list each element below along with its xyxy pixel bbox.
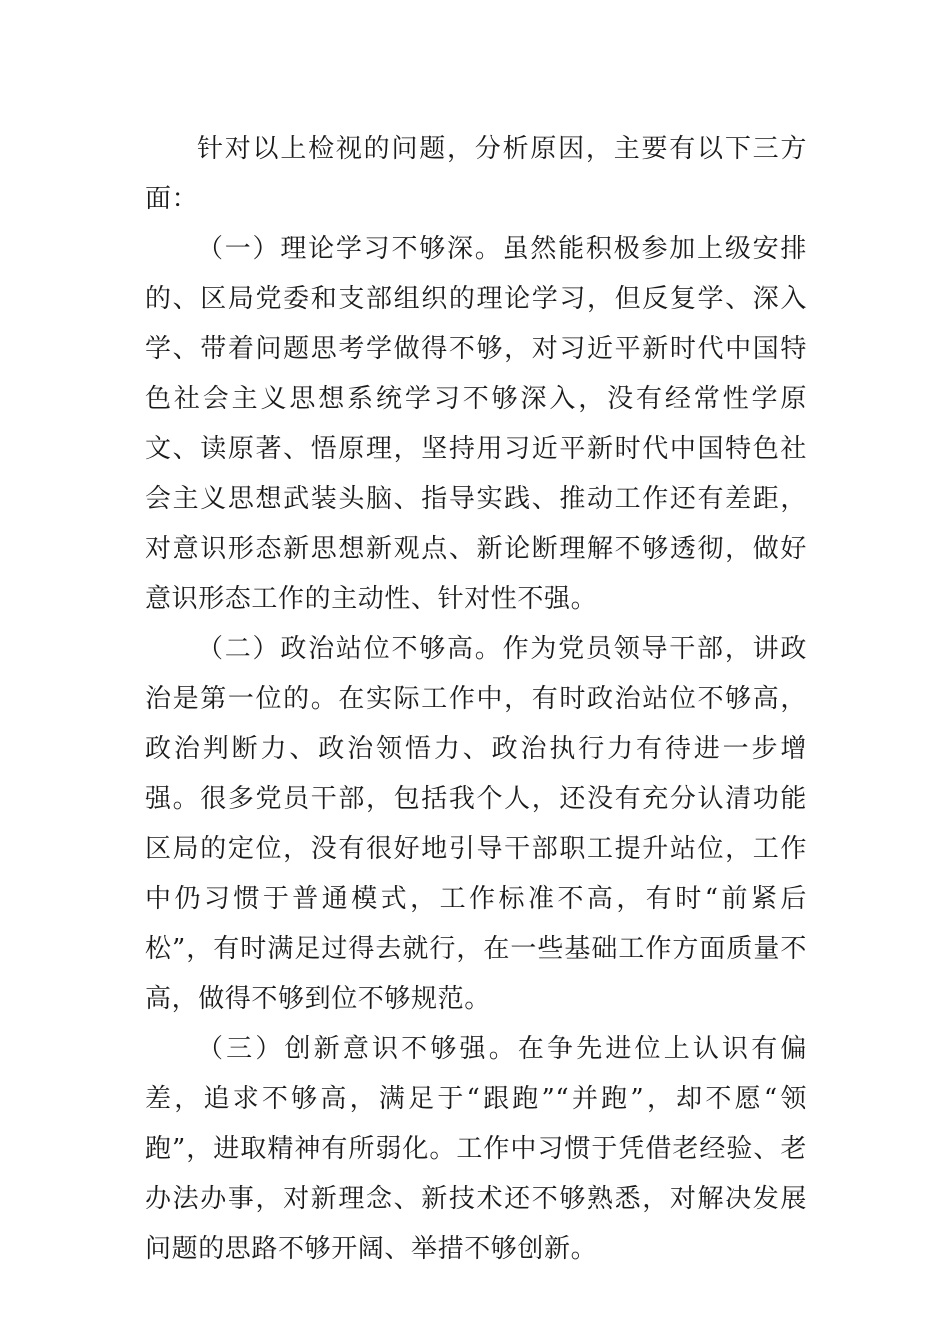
section-1-paragraph: （一）理论学习不够深。虽然能积极参加上级安排的、区局党委和支部组织的理论学习，但反复学、深入学、带着问题思考学做得不够，对习近平新时代中国特色社会主义思想系统学习不够深入，没有经常性学原文、读原著、悟原理，坚持用习近平新时代中国特色社会主义思想武装头脑、指导实践、推动工作还有差距，对意识形态新思想新观点、新论断理解不够透彻，做好意识形态工作的主动性、针对性不强。	[145, 234, 807, 614]
section-3-paragraph: （三）创新意识不够强。在争先进位上认识有偏差，追求不够高，满足于“跟跑”“并跑”，却不愿“领跑”，进取精神有所弱化。工作中习惯于凭借老经验、老办法办事，对新理念、新技术还不够熟悉，对解决发展问题的思路不够开阔、举措不够创新。	[145, 1034, 807, 1264]
document-body	[145, 124, 807, 1274]
intro-paragraph: 针对以上检视的问题，分析原因，主要有以下三方面：	[145, 134, 807, 214]
section-2-paragraph: （二）政治站位不够高。作为党员领导干部，讲政治是第一位的。在实际工作中，有时政治站位不够高，政治判断力、政治领悟力、政治执行力有待进一步增强。很多党员干部，包括我个人，还没有充分认清功能区局的定位，没有很好地引导干部职工提升站位，工作中仍习惯于普通模式，工作标准不高，有时“前紧后松”，有时满足过得去就行，在一些基础工作方面质量不高，做得不够到位不够规范。	[145, 634, 807, 1014]
